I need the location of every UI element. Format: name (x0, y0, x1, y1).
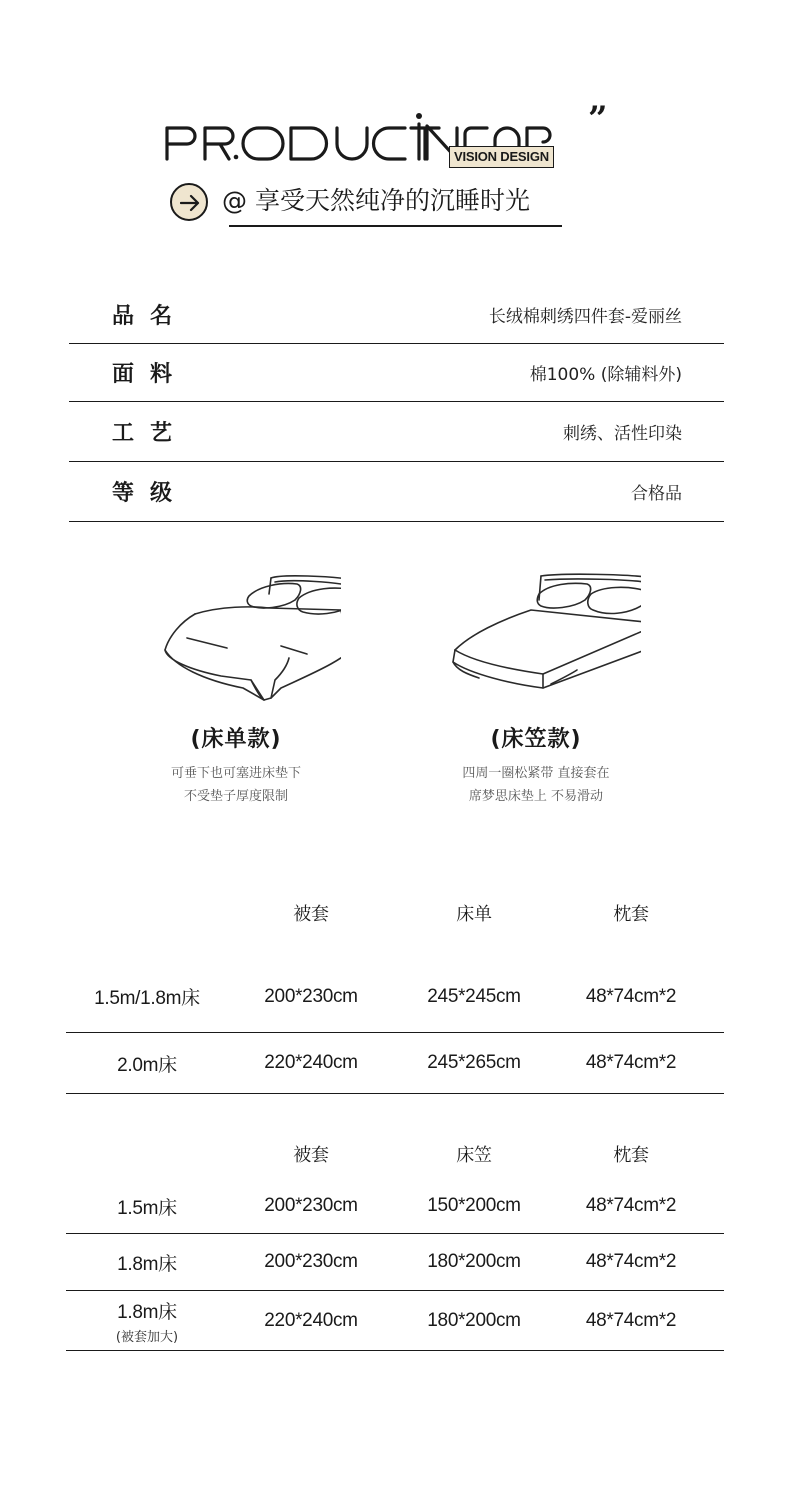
table-cell: 200*230cm (264, 985, 358, 1007)
info-value: 棉100% (除辅料外) (529, 365, 682, 385)
info-row-grade (69, 462, 724, 522)
info-value: 刺绣、活性印染 (563, 424, 682, 444)
table-cell: 48*74cm*2 (585, 1052, 677, 1073)
table-cell: 245*245cm (427, 985, 521, 1007)
style-desc-line: 可垂下也可塞进床垫下 (170, 766, 301, 781)
flat-sheet-size-table (66, 888, 724, 1094)
table-cell: 180*200cm (427, 1251, 521, 1272)
info-label: 品名 (112, 303, 189, 329)
table-header (66, 888, 724, 938)
info-label: 等级 (112, 480, 189, 506)
size-cell: 2.0m床 (117, 1054, 177, 1076)
table-row (66, 1234, 724, 1291)
vision-design-tag: VISION DESIGN (449, 146, 554, 168)
info-value: 合格品 (631, 484, 682, 504)
size-note: (被套加大) (115, 1329, 179, 1345)
header-cell (66, 888, 228, 938)
style-description (406, 762, 666, 808)
table-row (66, 961, 724, 1033)
table-header (66, 1129, 724, 1179)
header-cell: 被套 (293, 1145, 329, 1166)
fitted-sheet-style (406, 570, 666, 808)
table-cell: 48*74cm*2 (585, 1195, 677, 1216)
header-cell: 被套 (293, 904, 329, 925)
flat-sheet-bed-icon (131, 570, 341, 702)
tagline-underline (229, 225, 562, 227)
style-desc-line: 不受垫子厚度限制 (183, 789, 288, 804)
style-title: (床单款) (190, 727, 282, 752)
tagline-text: @ 享受天然纯净的沉睡时光 (222, 186, 530, 215)
style-title: (床笠款) (490, 727, 582, 752)
table-cell: 200*230cm (264, 1195, 358, 1216)
size-cell: 1.8m床 (117, 1253, 177, 1275)
info-label: 面料 (112, 361, 189, 387)
style-description (106, 762, 366, 808)
info-row-fabric (69, 344, 724, 402)
table-cell: 180*200cm (427, 1309, 521, 1331)
table-cell: 220*240cm (264, 1309, 358, 1331)
info-row-craft (69, 402, 724, 462)
table-cell: 200*230cm (264, 1251, 358, 1272)
table-cell: 245*265cm (427, 1052, 521, 1073)
size-cell: 1.5m床 (117, 1197, 177, 1219)
table-cell: 150*200cm (427, 1195, 521, 1216)
quote-mark: ” (588, 99, 608, 139)
header-cell: 床笠 (456, 1145, 492, 1166)
info-value: 长绒棉刺绣四件套-爱丽丝 (488, 307, 682, 327)
size-cell: 1.5m/1.8m床 (94, 988, 200, 1009)
info-row-name (69, 286, 724, 344)
table-cell: 48*74cm*2 (585, 1309, 677, 1331)
table-cell: 220*240cm (264, 1052, 358, 1073)
fitted-sheet-size-table (66, 1129, 724, 1351)
flat-sheet-style (106, 570, 366, 808)
table-row (66, 1291, 724, 1351)
table-cell: 48*74cm*2 (585, 985, 677, 1007)
size-cell (66, 1291, 228, 1350)
table-cell: 48*74cm*2 (585, 1251, 677, 1272)
arrow-right-icon (170, 183, 208, 221)
product-info-table (69, 286, 724, 522)
header-cell (66, 1129, 228, 1179)
header-cell: 枕套 (613, 904, 649, 925)
size-label: 1.8m床 (117, 1301, 177, 1323)
table-row (66, 1179, 724, 1234)
style-desc-line: 四周一圈松紧带 直接套在 (462, 766, 610, 781)
header-cell: 枕套 (613, 1145, 649, 1166)
header-cell: 床单 (456, 904, 492, 925)
table-row (66, 1033, 724, 1094)
info-label: 工艺 (112, 420, 189, 446)
fitted-sheet-bed-icon (431, 570, 641, 702)
style-desc-line: 席梦思床垫上 不易滑动 (468, 789, 604, 804)
